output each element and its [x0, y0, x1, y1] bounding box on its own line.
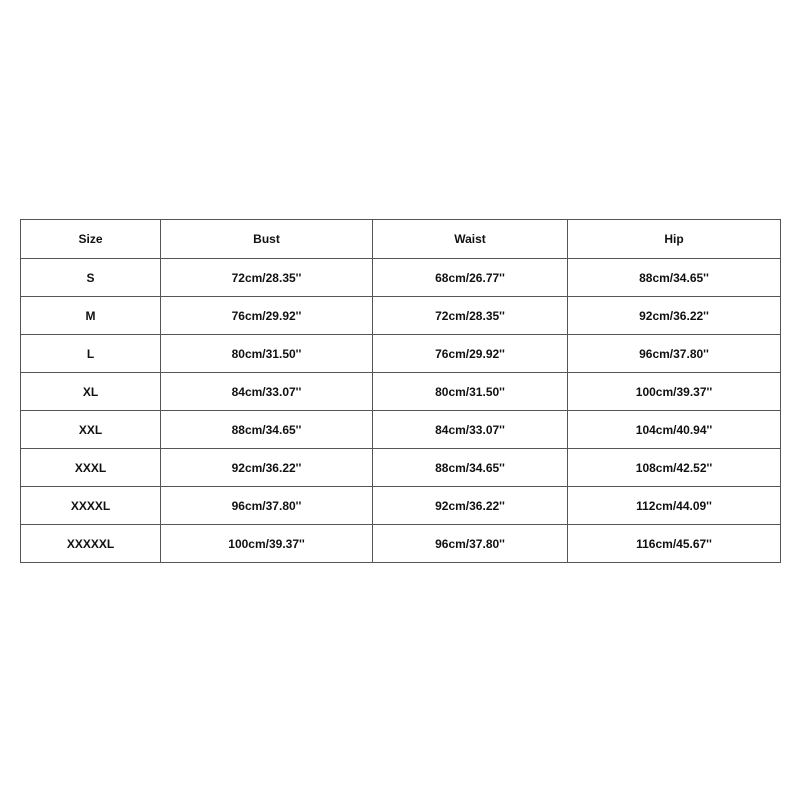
bust-cell: 84cm/33.07'' — [161, 373, 373, 411]
bust-cell: 100cm/39.37'' — [161, 525, 373, 563]
bust-cell: 92cm/36.22'' — [161, 449, 373, 487]
hip-cell: 88cm/34.65'' — [568, 259, 781, 297]
hip-cell: 96cm/37.80'' — [568, 335, 781, 373]
bust-cell: 76cm/29.92'' — [161, 297, 373, 335]
waist-cell: 88cm/34.65'' — [373, 449, 568, 487]
size-cell: XXXXL — [21, 487, 161, 525]
header-row — [21, 220, 781, 259]
table-row — [21, 373, 781, 411]
header-waist: Waist — [373, 220, 568, 259]
size-cell: XXL — [21, 411, 161, 449]
hip-cell: 116cm/45.67'' — [568, 525, 781, 563]
hip-cell: 108cm/42.52'' — [568, 449, 781, 487]
waist-cell: 72cm/28.35'' — [373, 297, 568, 335]
waist-cell: 68cm/26.77'' — [373, 259, 568, 297]
waist-cell: 80cm/31.50'' — [373, 373, 568, 411]
hip-cell: 104cm/40.94'' — [568, 411, 781, 449]
waist-cell: 76cm/29.92'' — [373, 335, 568, 373]
bust-cell: 96cm/37.80'' — [161, 487, 373, 525]
waist-cell: 92cm/36.22'' — [373, 487, 568, 525]
size-cell: XXXXXL — [21, 525, 161, 563]
table-row — [21, 411, 781, 449]
size-cell: XL — [21, 373, 161, 411]
bust-cell: 72cm/28.35'' — [161, 259, 373, 297]
table-row — [21, 259, 781, 297]
header-bust: Bust — [161, 220, 373, 259]
hip-cell: 112cm/44.09'' — [568, 487, 781, 525]
table-row — [21, 525, 781, 563]
hip-cell: 100cm/39.37'' — [568, 373, 781, 411]
size-chart-table — [20, 219, 781, 563]
header-size: Size — [21, 220, 161, 259]
hip-cell: 92cm/36.22'' — [568, 297, 781, 335]
table-body — [21, 259, 781, 563]
size-cell: M — [21, 297, 161, 335]
bust-cell: 88cm/34.65'' — [161, 411, 373, 449]
waist-cell: 96cm/37.80'' — [373, 525, 568, 563]
table-row — [21, 335, 781, 373]
size-cell: L — [21, 335, 161, 373]
waist-cell: 84cm/33.07'' — [373, 411, 568, 449]
table-row — [21, 449, 781, 487]
table-row — [21, 487, 781, 525]
size-cell: S — [21, 259, 161, 297]
table-row — [21, 297, 781, 335]
bust-cell: 80cm/31.50'' — [161, 335, 373, 373]
size-cell: XXXL — [21, 449, 161, 487]
header-hip: Hip — [568, 220, 781, 259]
table-header — [21, 220, 781, 259]
